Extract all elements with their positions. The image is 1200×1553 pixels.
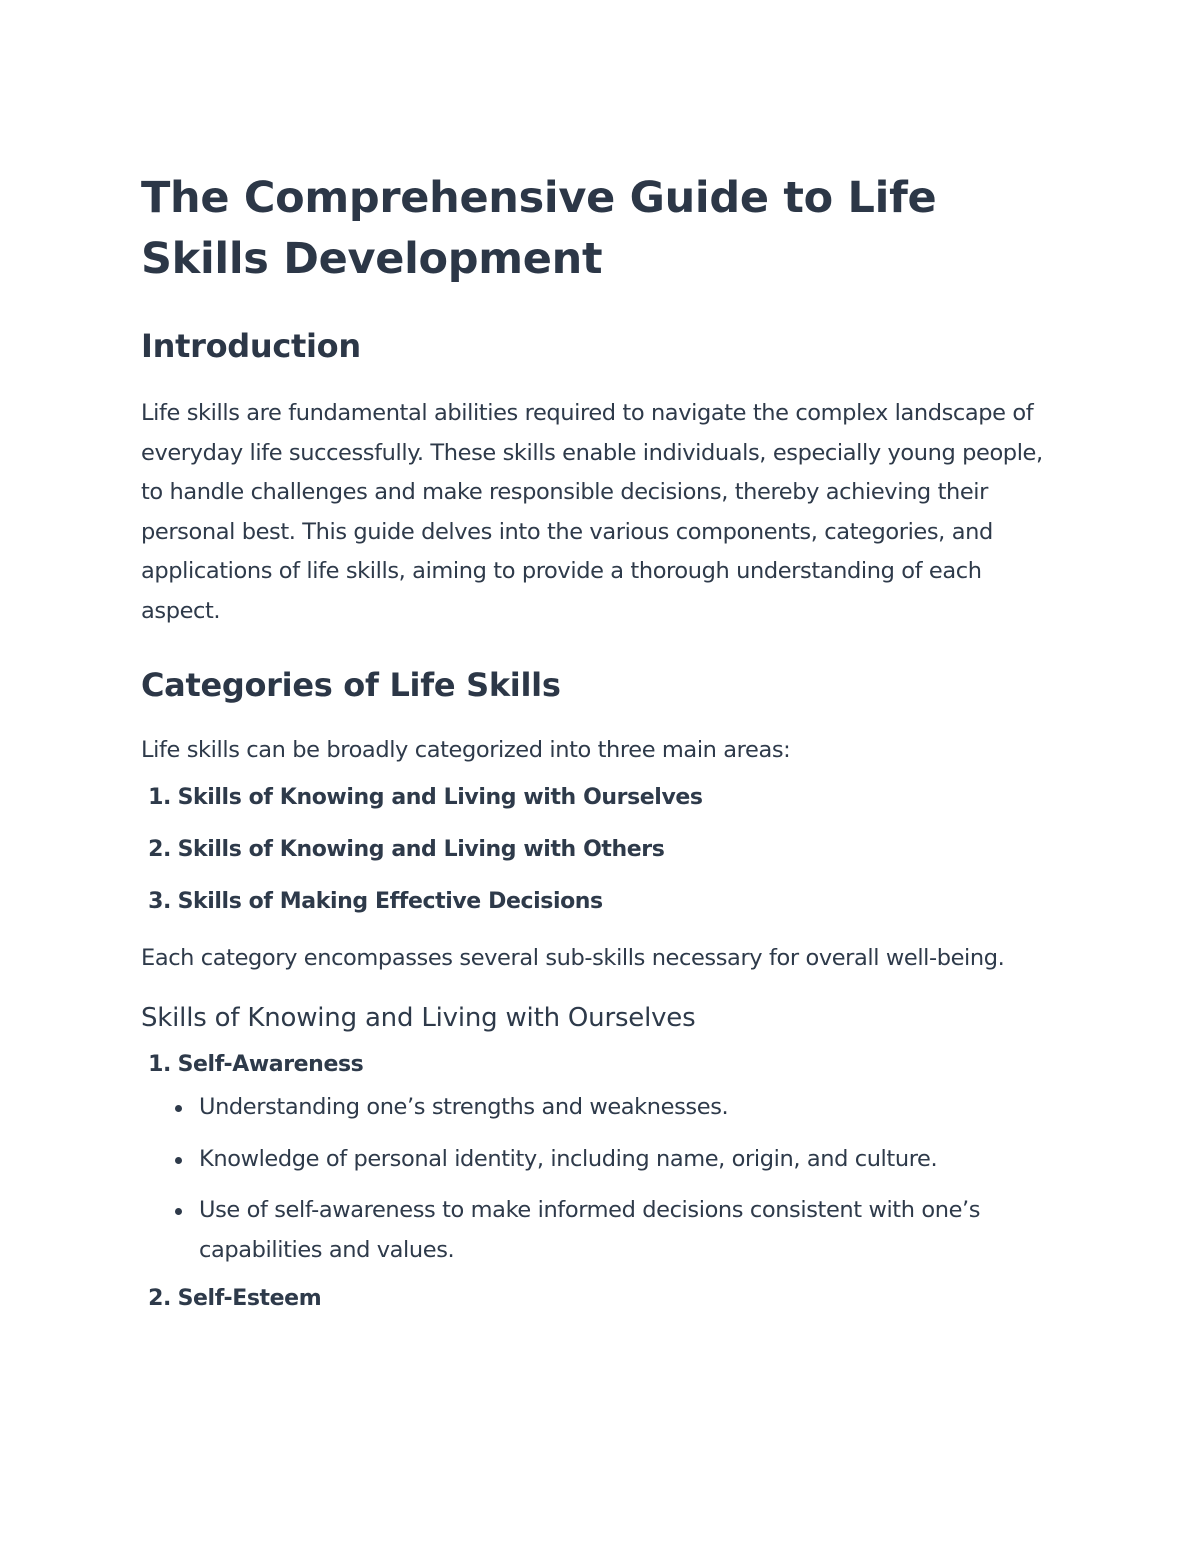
bullet-list — [141, 1088, 1061, 1270]
list-item — [141, 835, 1061, 865]
document-page — [141, 168, 1061, 1314]
list-number: 3. — [148, 888, 171, 914]
categories-list — [141, 783, 1061, 917]
bullet-item — [199, 1140, 1061, 1180]
list-item — [141, 783, 1061, 813]
list-item-label: Skills of Knowing and Living with Ourselves — [177, 784, 703, 810]
list-item-label: Self-Awareness — [177, 1052, 364, 1077]
list-item — [141, 1284, 1061, 1314]
ourselves-list — [141, 1050, 1061, 1314]
bullet-dot-icon — [175, 1208, 182, 1215]
bullet-text: Knowledge of personal identity, including name, origin, and culture. — [199, 1145, 938, 1172]
bullet-text: Understanding one’s strengths and weaknesses. — [199, 1094, 729, 1120]
categories-heading: Categories of Life Skills — [141, 666, 561, 704]
bullet-item — [199, 1191, 1061, 1270]
bullet-item — [199, 1088, 1061, 1128]
document-title: The Comprehensive Guide to Life Skills Development — [141, 173, 937, 284]
list-number: 2. — [148, 1286, 171, 1311]
list-item — [141, 1050, 1061, 1270]
bullet-dot-icon — [175, 1157, 182, 1164]
list-item — [141, 887, 1061, 917]
bullet-text: Use of self-awareness to make informed decisions consistent with one’s capabilities and values. — [199, 1197, 981, 1263]
introduction-heading: Introduction — [141, 327, 361, 365]
categories-intro: Life skills can be broadly categorized into three main areas: — [141, 737, 791, 763]
list-number: 1. — [148, 784, 171, 810]
bullet-dot-icon — [175, 1105, 182, 1112]
introduction-paragraph: Life skills are fundamental abilities required to navigate the complex landscape of everyday life successfully. These skills enable individuals, especially young people, to handle challenges and make responsible decisions, thereby achieving their personal best. This guide delves into the various components, categories, and applications of life skills, aiming to provide a thorough understanding of each aspect. — [141, 400, 1043, 624]
list-number: 2. — [148, 836, 171, 862]
list-item-label: Skills of Knowing and Living with Others — [177, 836, 665, 862]
categories-closing: Each category encompasses several sub-skills necessary for overall well-being. — [141, 944, 1005, 971]
ourselves-heading: Skills of Knowing and Living with Ourselves — [141, 1003, 696, 1033]
list-number: 1. — [148, 1052, 171, 1077]
list-item-label: Self-Esteem — [177, 1286, 322, 1311]
list-item-label: Skills of Making Effective Decisions — [177, 888, 603, 914]
